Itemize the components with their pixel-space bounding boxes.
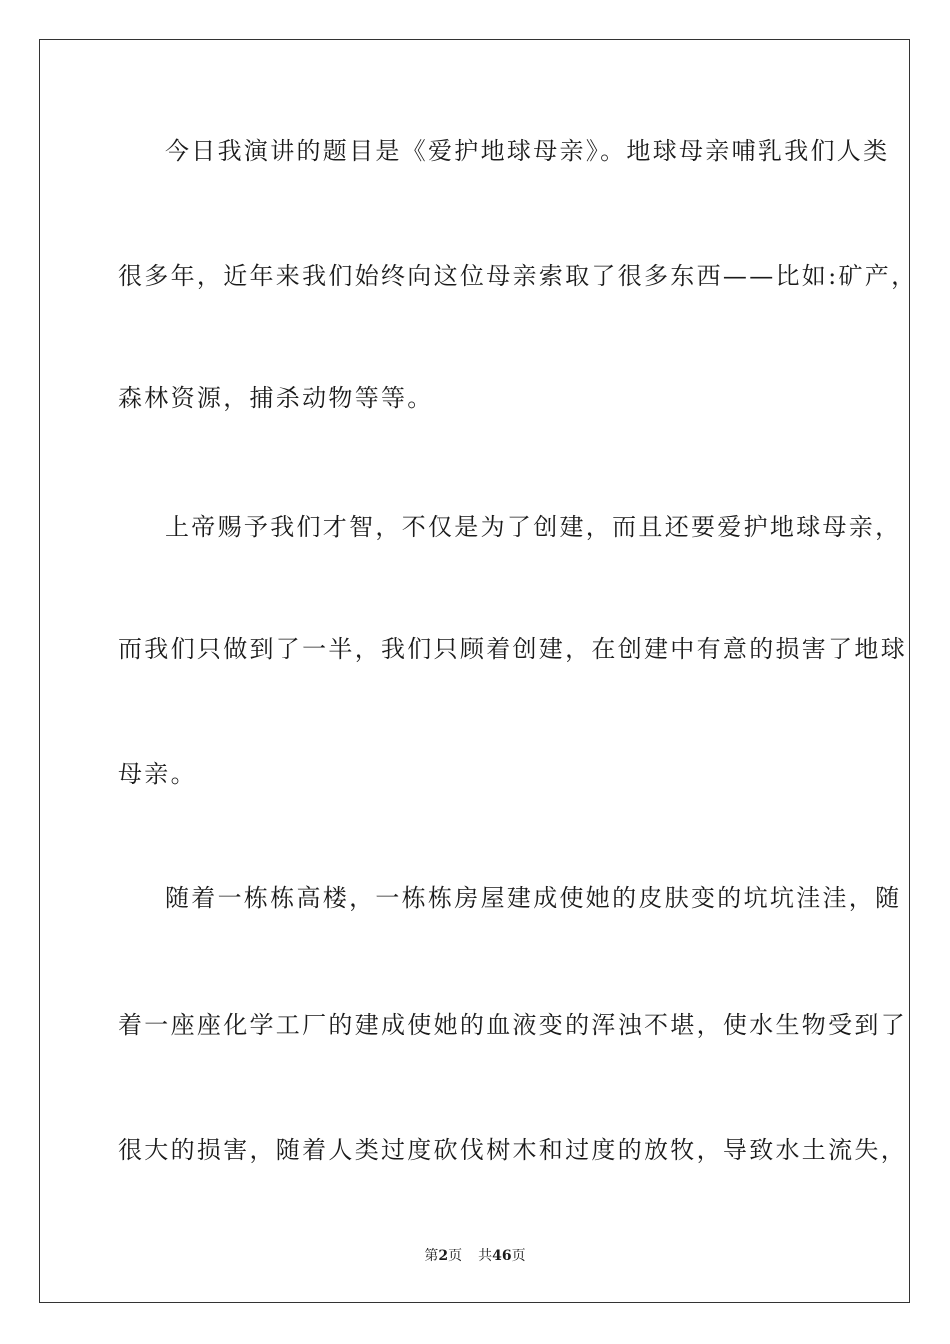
page-number: 2 [438, 1248, 449, 1264]
paragraph-line: 很大的损害，随着人类过度砍伐树木和过度的放牧，导致水土流失， [118, 1136, 907, 1164]
paragraph-line: 随着一栋栋高楼，一栋栋房屋建成使她的皮肤变的坑坑洼洼，随 [165, 884, 902, 912]
page-border [39, 39, 918, 1303]
paragraph-line: 今日我演讲的题目是《爱护地球母亲》。地球母亲哺乳我们人类 [165, 137, 890, 165]
page-suffix: 页 [448, 1248, 463, 1264]
paragraph-line: 很多年，近年来我们始终向这位母亲索取了很多东西——比如:矿产， [118, 262, 918, 290]
paragraph-line: 母亲。 [118, 760, 197, 788]
page-prefix: 第 [424, 1248, 439, 1264]
page-footer [0, 1247, 950, 1265]
total-pages: 46 [492, 1248, 512, 1264]
paragraph-line: 着一座座化学工厂的建成使她的血液变的浑浊不堪，使水生物受到了 [118, 1011, 907, 1039]
paragraph-line: 森林资源，捕杀动物等等。 [118, 384, 434, 412]
total-prefix: 共 [478, 1248, 493, 1264]
paragraph-line: 上帝赐予我们才智，不仅是为了创建，而且还要爱护地球母亲， [165, 513, 902, 541]
total-suffix: 页 [511, 1248, 526, 1264]
paragraph-line: 而我们只做到了一半，我们只顾着创建，在创建中有意的损害了地球 [118, 635, 907, 663]
